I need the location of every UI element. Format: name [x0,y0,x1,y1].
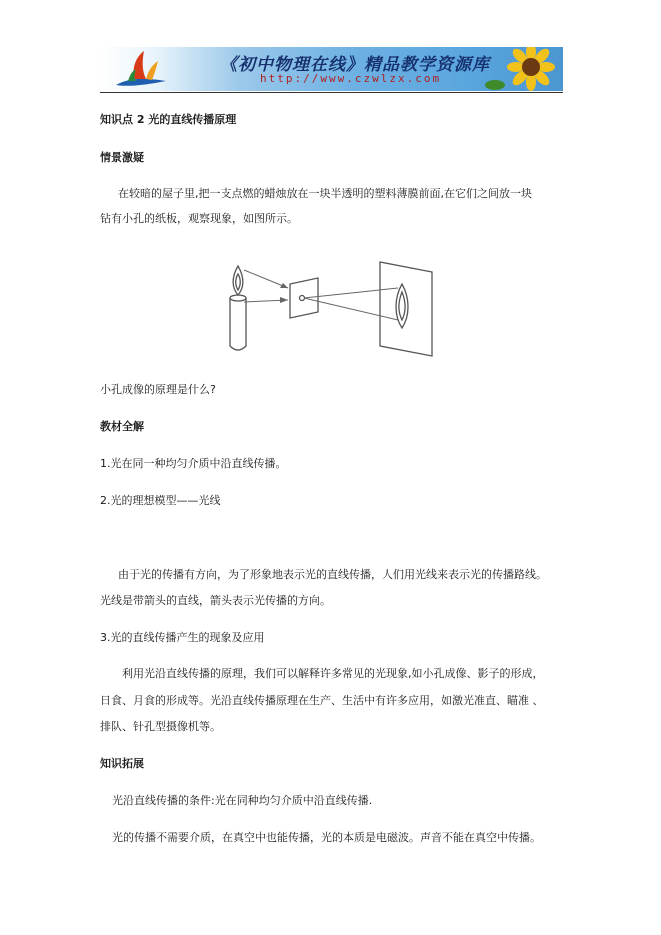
extension-line-2: 光的传播不需要介质，在真空中也能传播，光的本质是电磁波。声音不能在真空中传播。 [112,831,541,844]
site-logo [106,49,176,89]
light-ray-paragraph-line1: 由于光的传播有方向，为了形象地表示光的直线传播，人们用光线来表示光的传播路线。 [118,568,547,581]
scenario-heading: 情景激疑 [100,151,144,164]
light-ray-paragraph-line2: 光线是带箭头的直线，箭头表示光传播的方向。 [100,594,331,607]
applications-paragraph-line1: 利用光沿直线传播的原理，我们可以解释许多常见的光现象,如小孔成像、影子的形成， [122,667,544,680]
extension-line-1: 光沿直线传播的条件:光在同种均匀介质中沿直线传播. [112,794,373,807]
candle-body [230,298,246,350]
textbook-item-2: 2.光的理想模型——光线 [100,494,221,507]
textbook-item-3: 3.光的直线传播产生的现象及应用 [100,631,265,644]
translucent-screen [380,262,432,356]
section-title: 知识点 2 光的直线传播原理 [100,113,237,126]
scenario-paragraph-line1: 在较暗的屋子里,把一支点燃的蜡烛放在一块半透明的塑料薄膜前面,在它们之间放一块 [118,187,532,200]
banner-url[interactable]: http://www.czwlzx.com [260,72,442,85]
textbook-item-1: 1.光在同一种均匀介质中沿直线传播。 [100,457,287,470]
pinhole [300,296,305,301]
pinhole-camera-diagram [222,258,436,358]
extension-heading: 知识拓展 [100,757,144,770]
textbook-heading: 教材全解 [100,420,144,433]
scenario-paragraph-line2: 钻有小孔的纸板，观察现象，如图所示。 [100,212,298,225]
header-rule [100,92,563,93]
applications-paragraph-line2: 日食、月食的形成等。光沿直线传播原理在生产、生活中有许多应用，如激光准直、瞄准 、 [100,694,544,707]
sunflower-image [483,47,563,91]
scenario-question: 小孔成像的原理是什么? [100,383,216,396]
header-banner [100,47,563,91]
banner-title: 《初中物理在线》精品教学资源库 [220,55,490,75]
applications-paragraph-line3: 排队、针孔型摄像机等。 [100,720,221,733]
